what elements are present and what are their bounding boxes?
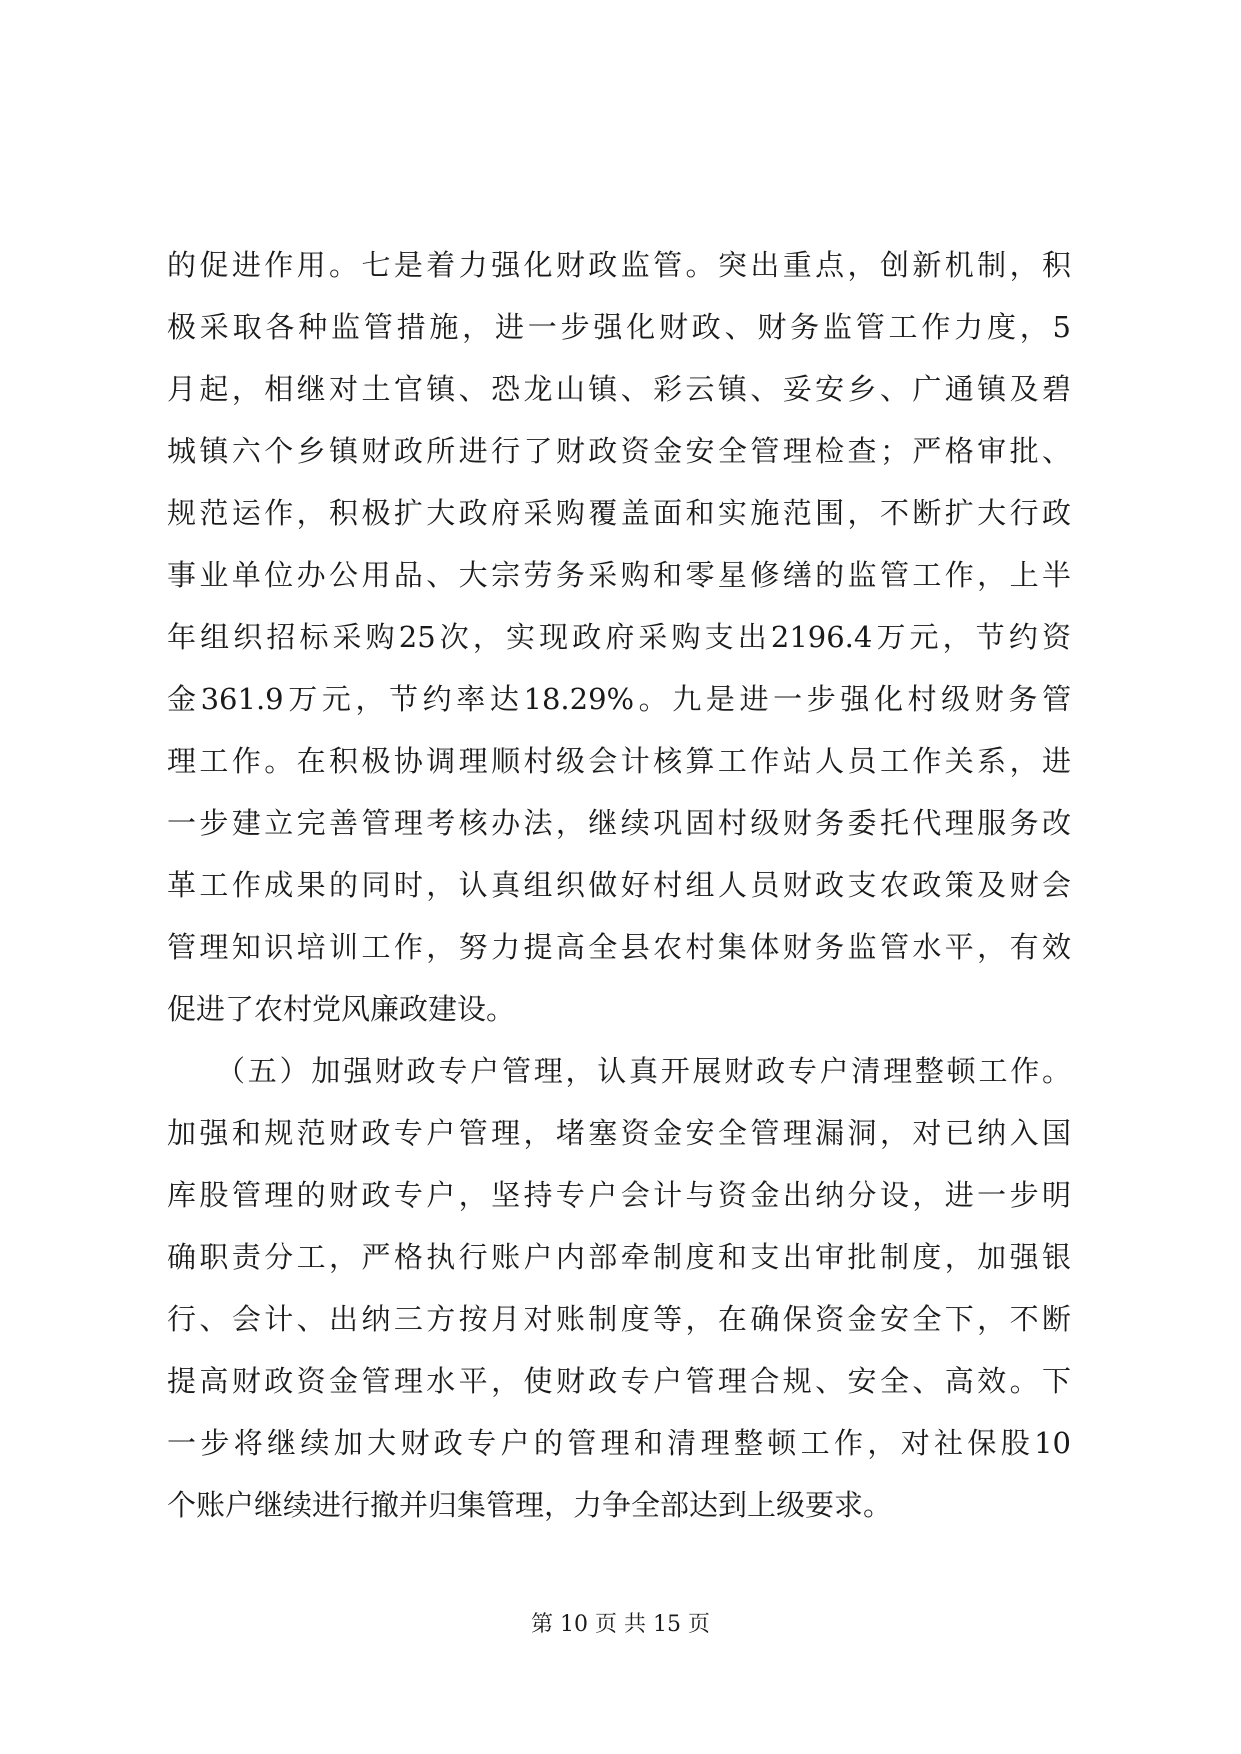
text-line: （五）加强财政专户管理，认真开展财政专户清理整顿工作。	[167, 1054, 1071, 1088]
text-line: 月起，相继对土官镇、恐龙山镇、彩云镇、妥安乡、广通镇及碧	[167, 372, 1071, 406]
page-number: 第 10 页 共 15 页	[531, 1612, 710, 1637]
text-line: 一步将继续加大财政专户的管理和清理整顿工作，对社保股10	[167, 1426, 1071, 1460]
text-line: 行、会计、出纳三方按月对账制度等，在确保资金安全下，不断	[167, 1302, 1071, 1336]
text-line: 一步建立完善管理考核办法，继续巩固村级财务委托代理服务改	[167, 806, 1071, 840]
text-line: 事业单位办公用品、大宗劳务采购和零星修缮的监管工作，上半	[167, 558, 1071, 592]
text-line: 年组织招标采购25次，实现政府采购支出2196.4万元，节约资	[167, 620, 1071, 654]
text-line: 提高财政资金管理水平，使财政专户管理合规、安全、高效。下	[167, 1364, 1071, 1398]
text-line: 库股管理的财政专户，坚持专户会计与资金出纳分设，进一步明	[167, 1178, 1071, 1212]
text-line: 管理知识培训工作，努力提高全县农村集体财务监管水平，有效	[167, 930, 1071, 964]
text-line: 城镇六个乡镇财政所进行了财政资金安全管理检查；严格审批、	[167, 434, 1071, 468]
text-line: 极采取各种监管措施，进一步强化财政、财务监管工作力度，5	[167, 310, 1071, 344]
text-line: 革工作成果的同时，认真组织做好村组人员财政支农政策及财会	[167, 868, 1071, 902]
body-text	[167, 234, 1071, 1536]
text-line: 个账户继续进行撤并归集管理，力争全部达到上级要求。	[167, 1488, 893, 1522]
text-line: 规范运作，积极扩大政府采购覆盖面和实施范围，不断扩大行政	[167, 496, 1071, 530]
text-line: 确职责分工，严格执行账户内部牵制度和支出审批制度，加强银	[167, 1240, 1071, 1274]
text-line: 金361.9万元，节约率达18.29%。九是进一步强化村级财务管	[167, 682, 1071, 716]
text-line: 促进了农村党风廉政建设。	[167, 992, 516, 1026]
text-line: 的促进作用。七是着力强化财政监管。突出重点，创新机制，积	[167, 248, 1071, 282]
text-line: 加强和规范财政专户管理，堵塞资金安全管理漏洞，对已纳入国	[167, 1116, 1071, 1150]
text-line: 理工作。在积极协调理顺村级会计核算工作站人员工作关系，进	[167, 744, 1071, 778]
